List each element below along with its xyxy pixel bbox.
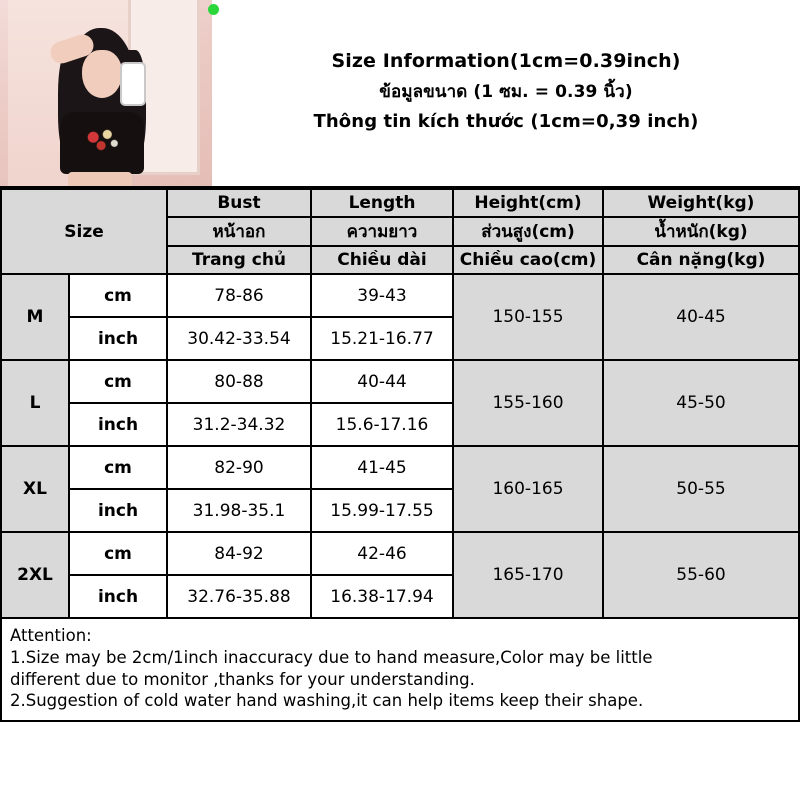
row-size-l: L [1,360,69,446]
header-weight-vi: Cân nặng(kg) [603,246,799,274]
photo-model [46,28,154,186]
2xl-bust-inch: 32.76-35.88 [167,575,311,618]
header-bust-th: หน้าอก [167,217,311,246]
unit-cm: cm [69,274,167,317]
title-vietnamese: Thông tin kích thước (1cm=0,39 inch) [313,111,699,132]
model-face [82,50,122,98]
unit-inch: inch [69,403,167,446]
attention-line-3: 2.Suggestion of cold water hand washing,it can help items keep their shape. [10,691,644,711]
header-bust-vi: Trang chủ [167,246,311,274]
l-bust-cm: 80-88 [167,360,311,403]
row-size-m: M [1,274,69,360]
l-bust-inch: 31.2-34.32 [167,403,311,446]
l-length-inch: 15.6-17.16 [311,403,453,446]
header-height-en: Height(cm) [453,189,603,217]
unit-cm: cm [69,360,167,403]
attention-line-2: different due to monitor ,thanks for your understanding. [10,669,475,689]
attention-line-1: 1.Size may be 2cm/1inch inaccuracy due to hand measure,Color may be little [10,647,653,667]
xl-length-inch: 15.99-17.55 [311,489,453,532]
2xl-length-cm: 42-46 [311,532,453,575]
header-height-vi: Chiều cao(cm) [453,246,603,274]
header-length-th: ความยาว [311,217,453,246]
table-row [1,360,799,403]
header-weight-th: น้ำหนัก(kg) [603,217,799,246]
unit-cm: cm [69,446,167,489]
model-midriff [68,172,132,186]
m-weight: 40-45 [603,274,799,360]
header-weight-en: Weight(kg) [603,189,799,217]
l-height: 155-160 [453,360,603,446]
xl-height: 160-165 [453,446,603,532]
header-band [0,0,800,188]
xl-bust-inch: 31.98-35.1 [167,489,311,532]
phone-icon [120,62,146,106]
row-size-xl: XL [1,446,69,532]
attention-heading: Attention: [10,626,92,645]
header-length-vi: Chiều dài [311,246,453,274]
unit-inch: inch [69,575,167,618]
header-length-en: Length [311,189,453,217]
m-bust-cm: 78-86 [167,274,311,317]
title-english: Size Information(1cm=0.39inch) [331,50,681,72]
top-graphic-print [80,126,124,154]
2xl-bust-cm: 84-92 [167,532,311,575]
header-bust-en: Bust [167,189,311,217]
l-weight: 45-50 [603,360,799,446]
m-length-cm: 39-43 [311,274,453,317]
table-row [1,446,799,489]
table-header-row-en [1,189,799,217]
unit-inch: inch [69,489,167,532]
unit-cm: cm [69,532,167,575]
2xl-height: 165-170 [453,532,603,618]
header-height-th: ส่วนสูง(cm) [453,217,603,246]
attention-block [0,619,800,722]
table-row [1,274,799,317]
table-row [1,532,799,575]
2xl-length-inch: 16.38-17.94 [311,575,453,618]
m-length-inch: 15.21-16.77 [311,317,453,360]
model-photo [0,0,212,186]
2xl-weight: 55-60 [603,532,799,618]
xl-length-cm: 41-45 [311,446,453,489]
xl-bust-cm: 82-90 [167,446,311,489]
status-dot [208,4,219,15]
row-size-2xl: 2XL [1,532,69,618]
unit-inch: inch [69,317,167,360]
title-thai: ข้อมูลขนาด (1 ซม. = 0.39 นิ้ว) [379,82,633,102]
xl-weight: 50-55 [603,446,799,532]
header-size-label: Size [1,189,167,274]
title-block [212,0,800,186]
size-table [0,188,800,619]
m-height: 150-155 [453,274,603,360]
m-bust-inch: 30.42-33.54 [167,317,311,360]
l-length-cm: 40-44 [311,360,453,403]
